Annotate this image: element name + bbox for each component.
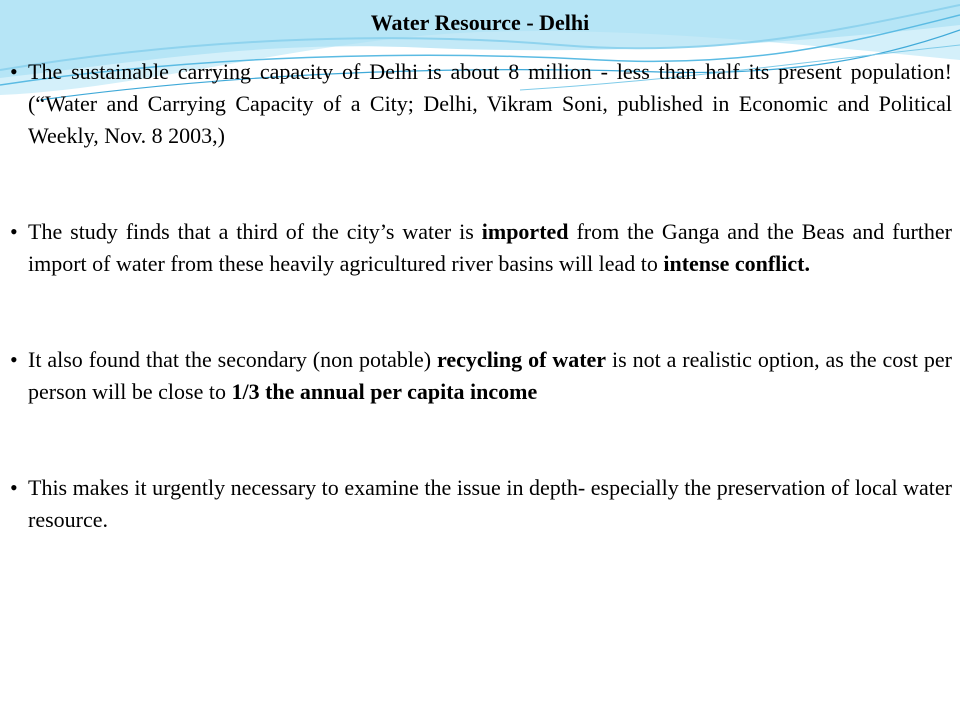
bullet-item	[10, 56, 952, 152]
bullet-item	[10, 216, 952, 280]
bullet-emphasis: 1/3 the annual per capita income	[231, 379, 538, 404]
bullet-text: The study finds that a third of the city’s water is	[28, 219, 482, 244]
bullet-emphasis: recycling of water	[437, 347, 607, 372]
slide-title: Water Resource - Delhi	[370, 10, 590, 35]
bullet-item	[10, 472, 952, 536]
bullet-text: The sustainable carrying capacity of Delhi is about 8 million - less than half its present population! (“Water and Carrying Capacity of a City; Delhi, Vikram Soni, published in Economic and Political Weekly, Nov. 8 2003,)	[28, 59, 952, 148]
bullet-text: It also found that the secondary (non potable)	[28, 347, 438, 372]
bullet-emphasis: imported	[481, 219, 569, 244]
bullet-dot-icon: •	[10, 347, 18, 372]
bullet-text: This makes it urgently necessary to examine the issue in depth- especially the preservation of local water resource.	[28, 475, 952, 532]
bullet-text: is not a realistic option, as the cost per person will be close to	[28, 347, 952, 404]
bullet-emphasis: intense conflict.	[663, 251, 811, 276]
bullet-dot-icon: •	[10, 219, 18, 244]
bullet-dot-icon: •	[10, 475, 18, 500]
bullet-item	[10, 344, 952, 408]
bullet-text: from the Ganga and the Beas and further import of water from these heavily agricultured river basins will lead to	[28, 219, 952, 276]
bullet-dot-icon: •	[10, 59, 18, 84]
bullet-list	[10, 56, 952, 536]
